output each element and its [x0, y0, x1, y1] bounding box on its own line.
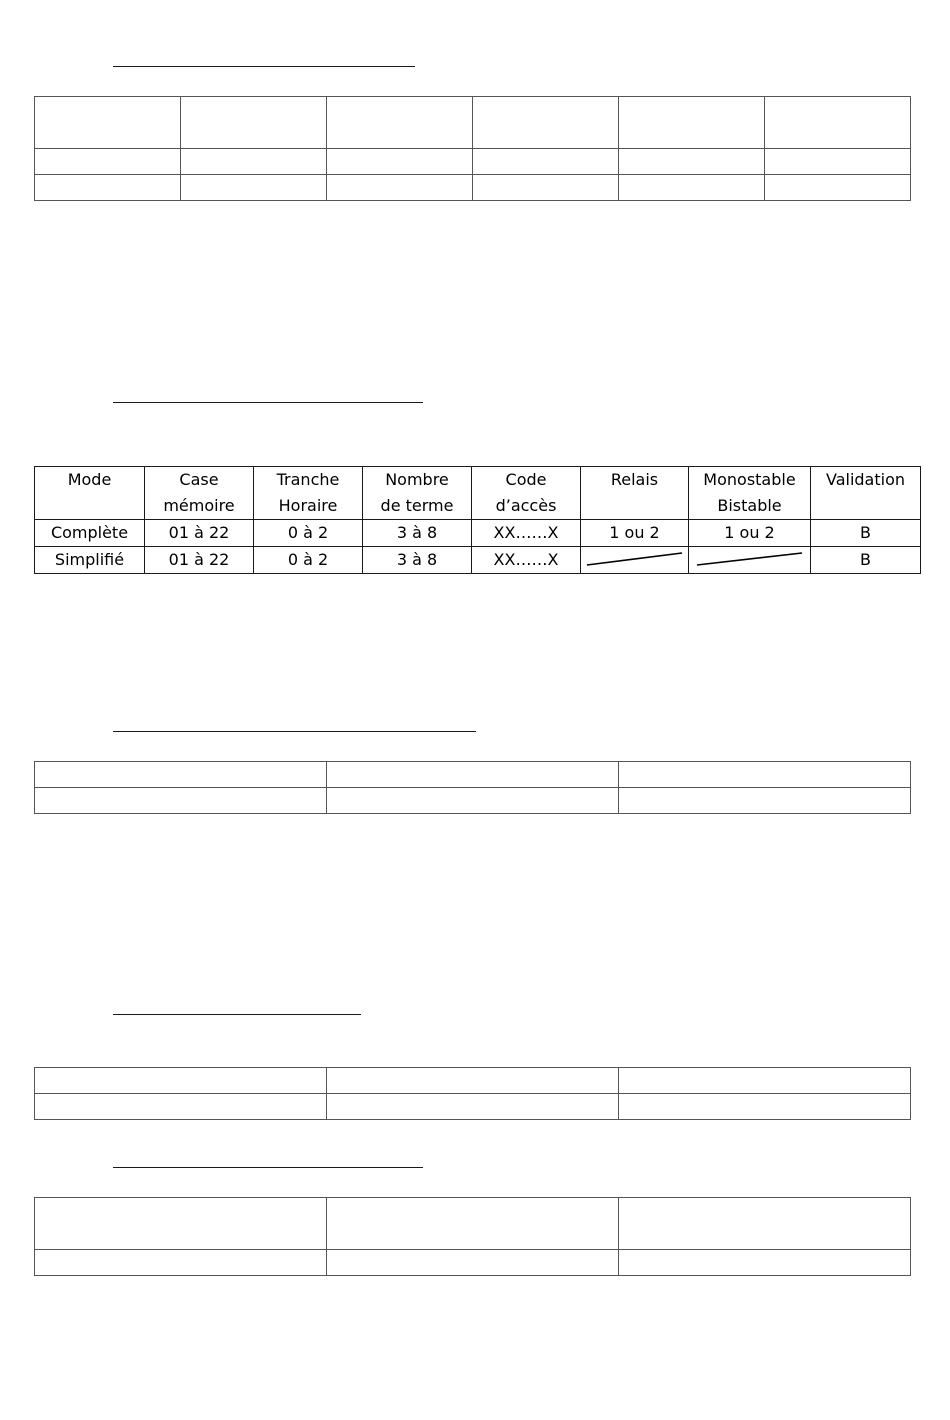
table-row — [35, 520, 921, 547]
header-monostable-bistable: Monostable Bistable — [689, 467, 811, 520]
cell-code-acces: XX……X — [472, 547, 581, 574]
section-3-title-underline — [113, 731, 476, 732]
cell-case-memoire: 01 à 22 — [145, 520, 254, 547]
cell-monostable-bistable-struck — [689, 547, 811, 574]
table-row — [35, 1068, 911, 1094]
cell-validation: B — [811, 547, 921, 574]
cell-monostable-bistable: 1 ou 2 — [689, 520, 811, 547]
header-nombre-terme: Nombre de terme — [363, 467, 472, 520]
table-header-row — [35, 467, 921, 520]
cell-nombre-terme: 3 à 8 — [363, 547, 472, 574]
table-row — [35, 788, 911, 814]
header-code-acces: Code d’accès — [472, 467, 581, 520]
cell-mode: Simplifié — [35, 547, 145, 574]
cell-tranche-horaire: 0 à 2 — [254, 547, 363, 574]
section-2-title-underline — [113, 402, 423, 403]
header-case-memoire: Case mémoire — [145, 467, 254, 520]
header-mode: Mode — [35, 467, 145, 520]
cell-code-acces: XX……X — [472, 520, 581, 547]
empty-table-4 — [34, 1067, 911, 1120]
modes-table — [34, 466, 921, 574]
cell-mode: Complète — [35, 520, 145, 547]
empty-table-3 — [34, 761, 911, 814]
empty-table-1 — [34, 96, 911, 201]
section-5-title-underline — [113, 1167, 423, 1168]
diagonal-strike-line — [581, 547, 688, 571]
section-1-title-underline — [113, 66, 415, 67]
table-row — [35, 97, 911, 149]
cell-nombre-terme: 3 à 8 — [363, 520, 472, 547]
table-row — [35, 175, 911, 201]
table-row — [35, 1250, 911, 1276]
table-row — [35, 547, 921, 574]
diagonal-strike-line — [689, 547, 810, 571]
table-row — [35, 1094, 911, 1120]
cell-relais-struck — [581, 547, 689, 574]
header-relais: Relais — [581, 467, 689, 520]
table-row — [35, 149, 911, 175]
table-row — [35, 1198, 911, 1250]
header-validation: Validation — [811, 467, 921, 520]
cell-relais: 1 ou 2 — [581, 520, 689, 547]
table-row — [35, 762, 911, 788]
section-4-title-underline — [113, 1014, 361, 1015]
empty-table-5 — [34, 1197, 911, 1276]
cell-validation: B — [811, 520, 921, 547]
cell-case-memoire: 01 à 22 — [145, 547, 254, 574]
cell-tranche-horaire: 0 à 2 — [254, 520, 363, 547]
header-tranche-horaire: Tranche Horaire — [254, 467, 363, 520]
